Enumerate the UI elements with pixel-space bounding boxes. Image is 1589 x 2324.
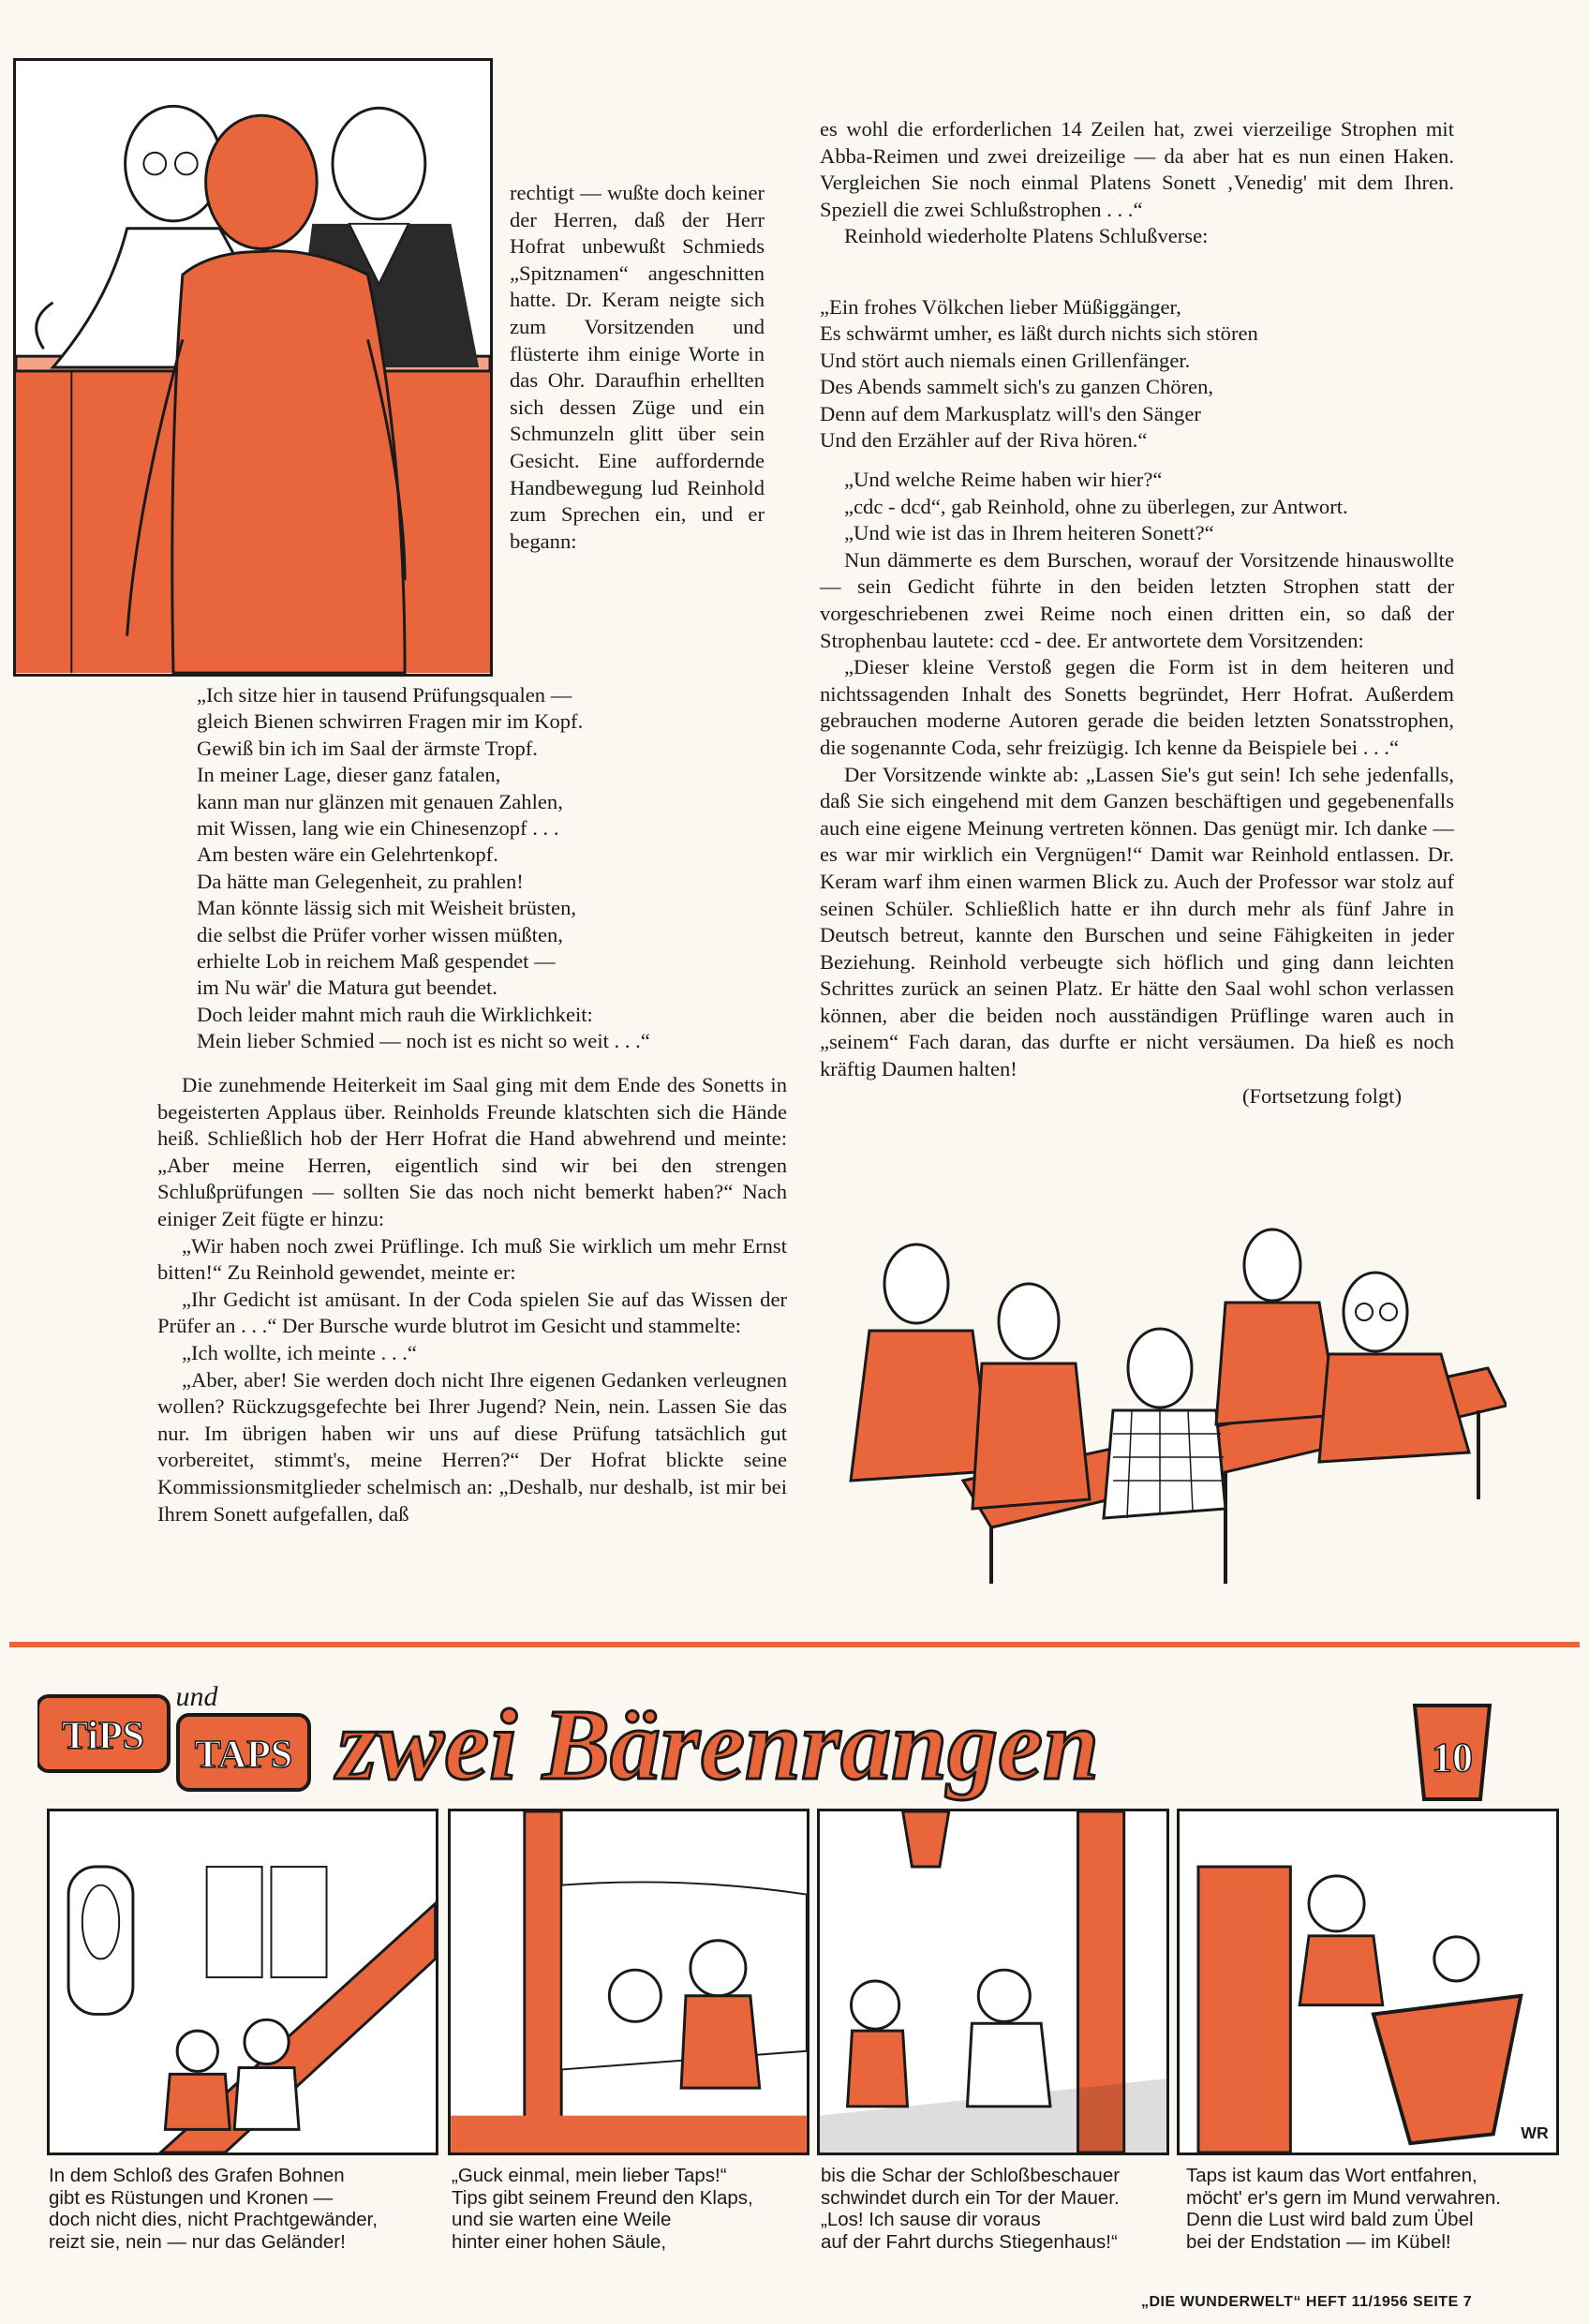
caption-line: auf der Fahrt durchs Stiegenhaus!“ [821,2230,1118,2253]
poem-line: „Ein frohes Völkchen lieber Müßiggänger, [820,295,1181,319]
comic-caption-3 [821,2165,1177,2253]
article-paragraph: es wohl die erforderlichen 14 Zeilen hat, zwei vierzeilige Strophen mit Abba-Reimen und zwei dreizeilige — da aber hat es nun einen Haken. Vergleichen Sie noch einmal Platens Sonett ‚Venedig' mit dem Ihren. Speziell die zwei Schlußstrophen . . .“ [820,117,1454,221]
illustration-examination [13,58,493,677]
article-paragraph: Die zunehmende Heiterkeit im Saal ging mit dem Ende des Sonetts in begeisterten Applaus über. Reinholds Freunde klatschten sich die Hände heiß. Schließlich hob der Herr Hofrat die Hand abwehrend und meinte: „Aber meine Herren, eigentlich sind wir bei den strengen Schlußprüfungen — sollten Sie das noch nicht bemerkt haben?“ Nach einiger Zeit fügte er hinzu: [157,1073,787,1230]
panel-2-drawing [451,1811,807,2153]
panel-4-drawing [1180,1811,1556,2153]
article-paragraph: „Ich wollte, ich meinte . . .“ [182,1340,417,1364]
comic-caption-2 [452,2165,817,2253]
caption-line: und sie warten eine Weile [452,2209,672,2230]
poem-line: Da hätte man Gelegenheit, zu prahlen! [197,869,524,893]
poem-line: Man könnte lässig sich mit Weisheit brüsten, [197,896,577,920]
article-paragraph: „cdc - dcd“, gab Reinhold, ohne zu überlegen, zur Antwort. [844,494,1348,518]
article-paragraph: „Ihr Gedicht ist amüsant. In der Coda spielen Sie auf das Wissen der Prüfer an . . .“ Der Bursche wurde blutrot im Gesicht und stammelte: [157,1287,787,1338]
caption-line: Tips gibt seinem Freund den Klaps, [452,2186,753,2209]
caption-line: Taps ist kaum das Wort entfahren, [1186,2165,1478,2186]
article-paragraph: „Dieser kleine Verstoß gegen die Form ist in dem heiteren und nichtssagenden Inhalt des Sonetts begründet, Herr Hofrat. Außerdem gebrauchen moderne Autoren gerade die beiden letzten Sonatsstrophen, die sogenannte Coda, sehr freizügig. Ich kenne da Beispiele bei . . .“ [820,655,1454,759]
poem-line: Des Abends sammelt sich's zu ganzen Chören, [820,375,1214,399]
comic-caption-1 [49,2165,442,2253]
logo-und: und [175,1681,218,1712]
caption-line: hinter einer hohen Säule, [452,2230,667,2253]
caption-line: In dem Schloß des Grafen Bohnen [49,2165,345,2186]
caption-line: „Los! Ich sause dir voraus [821,2209,1041,2230]
article-paragraph: Der Vorsitzende winkte ab: „Lassen Sie's gut sein! Ich sehe jedenfalls, daß Sie sich eingehend mit dem Ganzen beschäftigen und gegebenenfalls auch eine eigene Meinung vertreten können. Das genügt mir. Ich danke — es war mir wirklich ein Vergnügen!“ Damit war Reinhold entlassen. Dr. Keram warf ihm einen warmen Blick zu. Auch der Professor war stolz auf seinen Schüler. Schließlich hatte er ihn durch mehr als fünf Jahre in Deutsch betreut, kannte den Burschen und seine Fähigkeiten in jeder Beziehung. Reinhold verbeugte sich höflich und ging dann leichten Schrittes zurück an seinen Platz. Er hätte den Saal wohl schon verlassen können, aber die beiden noch ausständigen Prüflinge waren auch in „seinem“ Fach daran, das durfte er nicht versäumen. Da hieß es noch kräftig Daumen halten! [820,762,1454,1081]
panel-1-drawing [50,1811,436,2153]
poem-line: Es schwärmt umher, es läßt durch nichts sich stören [820,321,1258,346]
caption-line: bei der Endstation — im Kübel! [1186,2230,1451,2253]
episode-number: 10 [1432,1735,1473,1780]
poem-line: gleich Bienen schwirren Fragen mir im Kopf. [197,709,584,734]
platen-verses [820,294,1454,454]
poem-line: die selbst die Prüfer vorher wissen müßten, [197,922,563,946]
comic-panel-4 [1177,1809,1559,2155]
caption-line: reizt sie, nein — nur das Geländer! [49,2230,346,2253]
comic-panel-3 [817,1809,1169,2155]
article-paragraph: rechtigt — wußte doch keiner der Herren, daß der Herr Hofrat unbewußt Schmieds „Spitznamen“ angeschnitten hatte. Dr. Keram neigte sich zum Vorsitzenden und flüsterte ihm einige Worte in das Ohr. Daraufhin erhellten sich dessen Züge und ein Schmunzeln glitt über sein Gesicht. Eine auffordernde Handbewegung lud Reinhold zum Sprechen ein, und er begann: [510,181,765,553]
section-divider [9,1642,1580,1647]
article-paragraph: Reinhold wiederholte Platens Schlußverse: [844,224,1209,248]
article-paragraph: „Und welche Reime haben wir hier?“ [844,468,1163,491]
sonnet-poem [197,682,796,1055]
poem-line: Und den Erzähler auf der Riva hören.“ [820,428,1148,453]
illustration-students [832,1228,1507,1584]
poem-line: im Nu wär' die Matura gut beendet. [197,976,497,1000]
poem-line: kann man nur glänzen mit genauen Zahlen, [197,789,563,813]
caption-line: gibt es Rüstungen und Kronen — [49,2186,334,2209]
artist-signature: WR [1521,2123,1549,2143]
caption-line: doch nicht dies, nicht Prachtgewänder, [49,2209,378,2230]
article-column-left-lower [157,1072,787,1527]
article-column-right-lower [820,467,1454,1110]
poem-line: Und stört auch niemals einen Grillenfänger. [820,348,1191,372]
poem-line: „Ich sitze hier in tausend Prüfungsqualen — [197,683,572,707]
poem-line: Mein lieber Schmied — noch ist es nicht so weit . . .“ [197,1029,650,1053]
students-drawing [832,1228,1507,1584]
logo-taps: TAPS [194,1734,293,1777]
comic-title-text: zwei Bärenrangen [337,1690,1100,1801]
poem-line: Am besten wäre ein Gelehrtenkopf. [197,842,498,867]
article-column-right-top [820,116,1454,250]
caption-line: bis die Schar der Schloßbeschauer [821,2165,1121,2186]
caption-line: „Guck einmal, mein lieber Taps!“ [452,2165,727,2186]
caption-line: möcht' er's gern im Mund verwahren. [1186,2186,1501,2209]
poem-line: Doch leider mahnt mich rauh die Wirklichkeit: [197,1002,593,1026]
examination-drawing [16,61,490,674]
comic-title-banner [37,1668,1527,1809]
article-paragraph: „Und wie ist das in Ihrem heiteren Sonett?“ [844,521,1214,545]
article-column-left-narrow [510,180,765,555]
caption-line: schwindet durch ein Tor der Mauer. [821,2186,1120,2209]
comic-panel-2 [448,1809,809,2155]
article-paragraph: „Aber, aber! Sie werden doch nicht Ihre eigenen Gedanken verleugnen wollen? Rückzugsgefechte bei Ihrer Jugend? Nein, nein. Lassen Sie das nur. Im übrigen haben wir uns auf diese Prüfung tatsächlich gut vorbereitet, stimmt's, meine Herren?“ Der Hofrat blickte seine Kommissionsmitglieder schelmisch an: „Deshalb, nur deshalb, ist mir bei Ihrem Sonett aufgefallen, daß [157,1367,787,1526]
page-footer: „DIE WUNDERWELT“ HEFT 11/1956 SEITE 7 [1141,2294,1473,2310]
logo-tips: TiPS [62,1715,144,1758]
poem-line: In meiner Lage, dieser ganz fatalen, [197,763,501,787]
poem-line: Denn auf dem Markusplatz will's den Sänger [820,401,1201,425]
poem-line: mit Wissen, lang wie ein Chinesenzopf . . . [197,816,559,841]
comic-panel-1 [47,1809,438,2155]
poem-line: erhielte Lob in reichem Maß gespendet — [197,949,556,974]
poem-line: Gewiß bin ich im Saal der ärmste Tropf. [197,736,538,760]
comic-caption-4 [1186,2165,1561,2253]
article-paragraph: „Wir haben noch zwei Prüflinge. Ich muß Sie wirklich um mehr Ernst bitten!“ Zu Reinhold gewendet, meinte er: [157,1233,787,1285]
comic-logo [37,1668,1527,1809]
panel-3-drawing [820,1811,1166,2153]
continuation-note: (Fortsetzung folgt) [1241,1083,1402,1108]
article-paragraph: Nun dämmerte es dem Burschen, worauf der Vorsitzende hinauswollte — sein Gedicht führte in den beiden letzten Strophen statt der vorgeschriebenen zwei Reime noch einen dritten ein, so daß der Strophenbau lautete: ccd - dee. Er antwortete dem Vorsitzenden: [820,547,1454,652]
caption-line: Denn die Lust wird bald zum Übel [1186,2209,1474,2230]
